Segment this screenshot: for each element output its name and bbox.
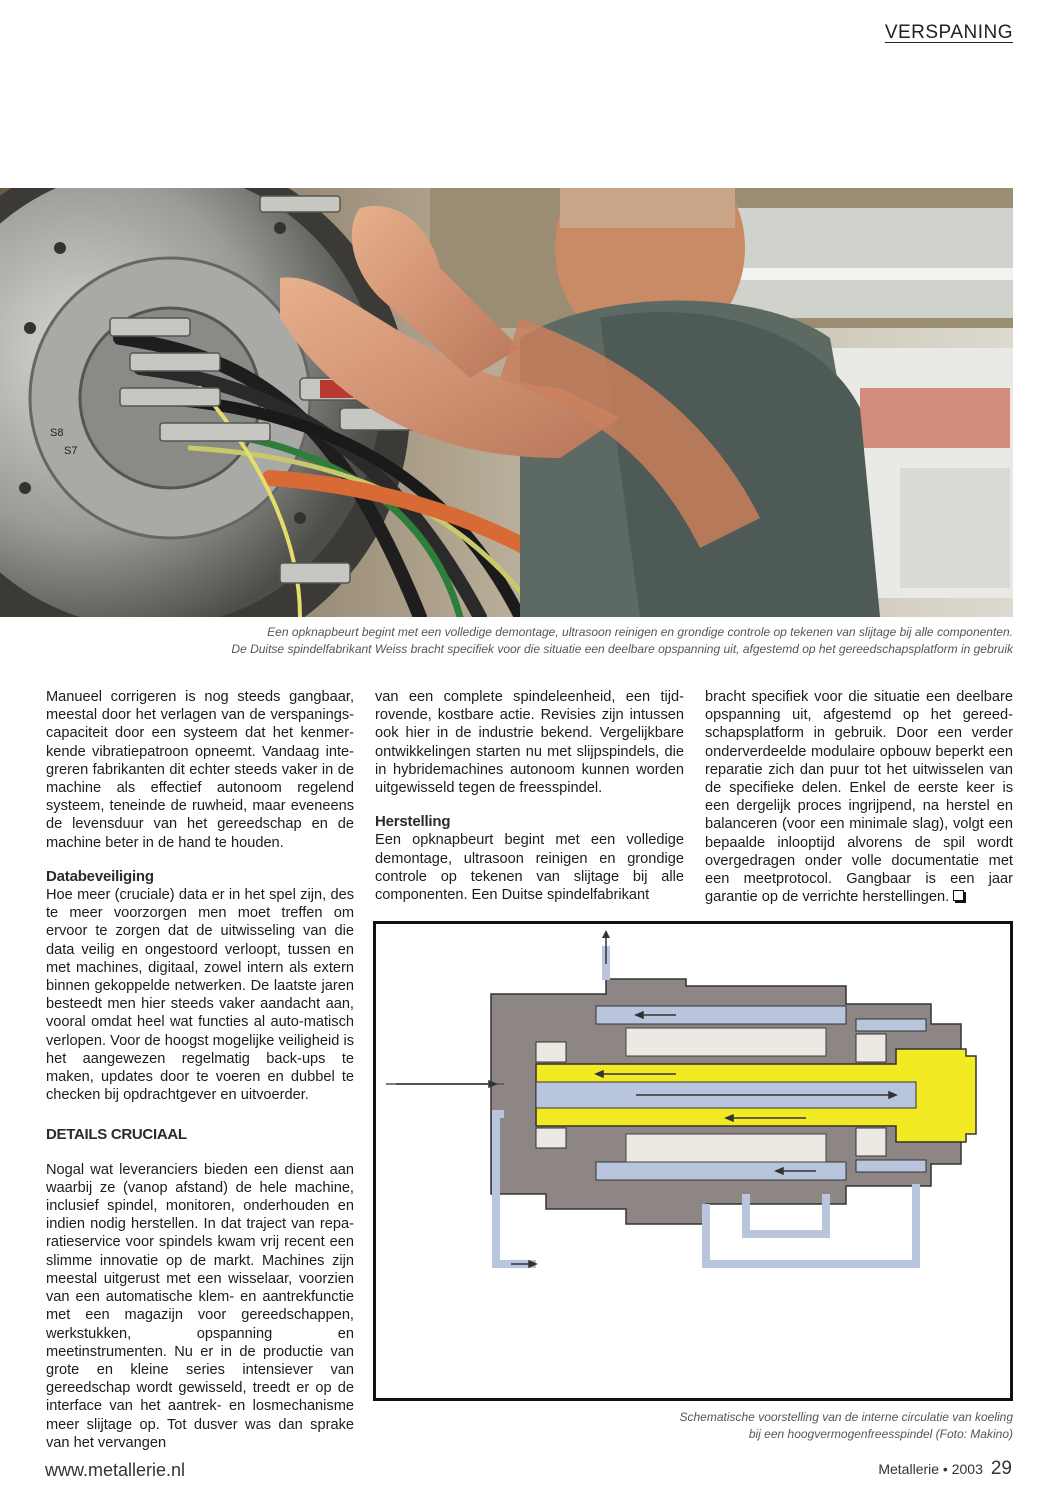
- footer-website-link[interactable]: www.metallerie.nl: [45, 1460, 186, 1480]
- end-mark-icon: [953, 890, 964, 901]
- paragraph: Een opknapbeurt begint met een volledige demontage, ultrasoon reinigen en grondige controle op tekenen van slijtage bij alle componenten. Een Duitse spindelfabrikant: [375, 832, 684, 904]
- diagram-caption-line2: bij een hoogvermogenfreesspindel (Foto: Makino): [748, 1427, 1013, 1441]
- label-s7: S7: [64, 445, 78, 457]
- diagram-caption-line1: Schematische voorstelling van de interne circulatie van koeling: [679, 1410, 1013, 1424]
- photo-caption-line1: Een opknapbeurt begint met een volledige demontage, ultrasoon reinigen en grondige controle op tekenen van slijtage bij alle componenten.: [267, 625, 1013, 639]
- footer-issue-info: [878, 1458, 1012, 1480]
- diagram-caption: [513, 1409, 1013, 1443]
- paragraph: Nogal wat leveranciers bieden een dienst aan waarbij ze (vanop afstand) de hele machine, inclusief spindel, monitoren, onderhouden en indien nodig herstellen. In dat traject van repa-ratieservice voor spindels kwam vrij recent een slimme innovatie op de markt. Machines zijn meestal uitgerust met een wisselaar, voorzien van een automatische klem- en aantrekfunctie met een magazijn voor gereedschappen, werkstukken, opspanning en meetinstrumenten. Nu er in de productie van grote en kleine series intensiever van gereedschap wordt gewisseld, treedt er op de interface van het aantrek- en losmechanisme meer slijtage op. Tot dusver was dan sprake van het vervangen: [46, 1161, 354, 1451]
- heading-databeveiliging: Databeveiliging: [46, 867, 154, 885]
- article-column-1: [46, 688, 354, 1452]
- section-label: VERSPANING: [884, 22, 1013, 43]
- technician-photo: [0, 188, 1013, 617]
- article-column-3: [705, 688, 1013, 906]
- footer-issue: Metallerie • 2003: [878, 1461, 983, 1477]
- paragraph: van een complete spindeleenheid, een tijd-rovende, kostbare actie. Revisies zijn intussen ook hier in de industrie bekend. Vergelijkbare ontwikkelingen starten nu met slijpspindels, die in hybridemachines autonoom kunnen worden uitgewisseld tegen de freesspindel.: [375, 689, 684, 797]
- page-number: 29: [990, 1458, 1012, 1479]
- diagram-illustration: [376, 924, 1010, 1398]
- paragraph: Manueel corrigeren is nog steeds gangbaar, meestal door het verlagen van de verspanings-capaciteit door een systeem dat het kenmer-kende vibratiepatroon opneemt. Vandaag inte-greren fabrikanten dit echter steeds vaker in de machine als effectief autonoom regelend systeem, teneinde de ruwheid, maar eveneens de levensduur van het gereedschap en de machine beter in de hand te houden.: [46, 689, 354, 851]
- heading-details-cruciaal: DETAILS CRUCIAAL: [46, 1126, 187, 1144]
- article-column-2: [375, 688, 684, 904]
- heading-herstelling: Herstelling: [375, 813, 451, 831]
- paragraph-text: bracht specifiek voor die situatie een deelbare opspanning uit, afgestemd op het gereed-schapsplatform in gebruik. Door een verder onderverdeelde modulaire opbouw beperkt een reparatie zich dan puur tot het uitwisselen van de specifieke delen. Enkel de eerste keer is een dergelijk proces ingrijpend, na herstel en balanceren (voor een minimale slag), volgt een bepaalde inlooptijd alvorens de spil wordt overgedragen onder volle documentatie met een meetprotocol. Gangbaar is een jaar garantie op de verrichte herstellingen.: [705, 689, 1013, 906]
- photo-illustration: [0, 188, 1013, 617]
- photo-caption-line2: De Duitse spindelfabrikant Weiss bracht specifiek voor die situatie een deelbare opspanning uit, afgestemd op het gereedschapsplatform in gebruik: [231, 642, 1013, 656]
- spindle-cooling-diagram: [373, 921, 1013, 1401]
- paragraph: [705, 688, 1013, 906]
- label-s8: S8: [50, 427, 64, 439]
- photo-caption: [53, 624, 1013, 658]
- paragraph: Hoe meer (cruciale) data er in het spel zijn, des te meer voorzorgen men moet treffen om ervoor te zorgen dat de uitwisseling van die data veilig en ongestoord verloopt, tussen en met machines, digitaal, zowel intern als extern binnen gekoppelde netwerken. De laatste jaren besteedt men hier steeds vaker aandacht aan, vooral omdat heel wat functies al auto-matisch verlopen. Voor de hoogst mogelijke veiligheid is het aangewezen regelmatig back-ups te maken, updates door te voeren en dubbel te checken bij opdrachtgever en uitvoerder.: [46, 887, 354, 1104]
